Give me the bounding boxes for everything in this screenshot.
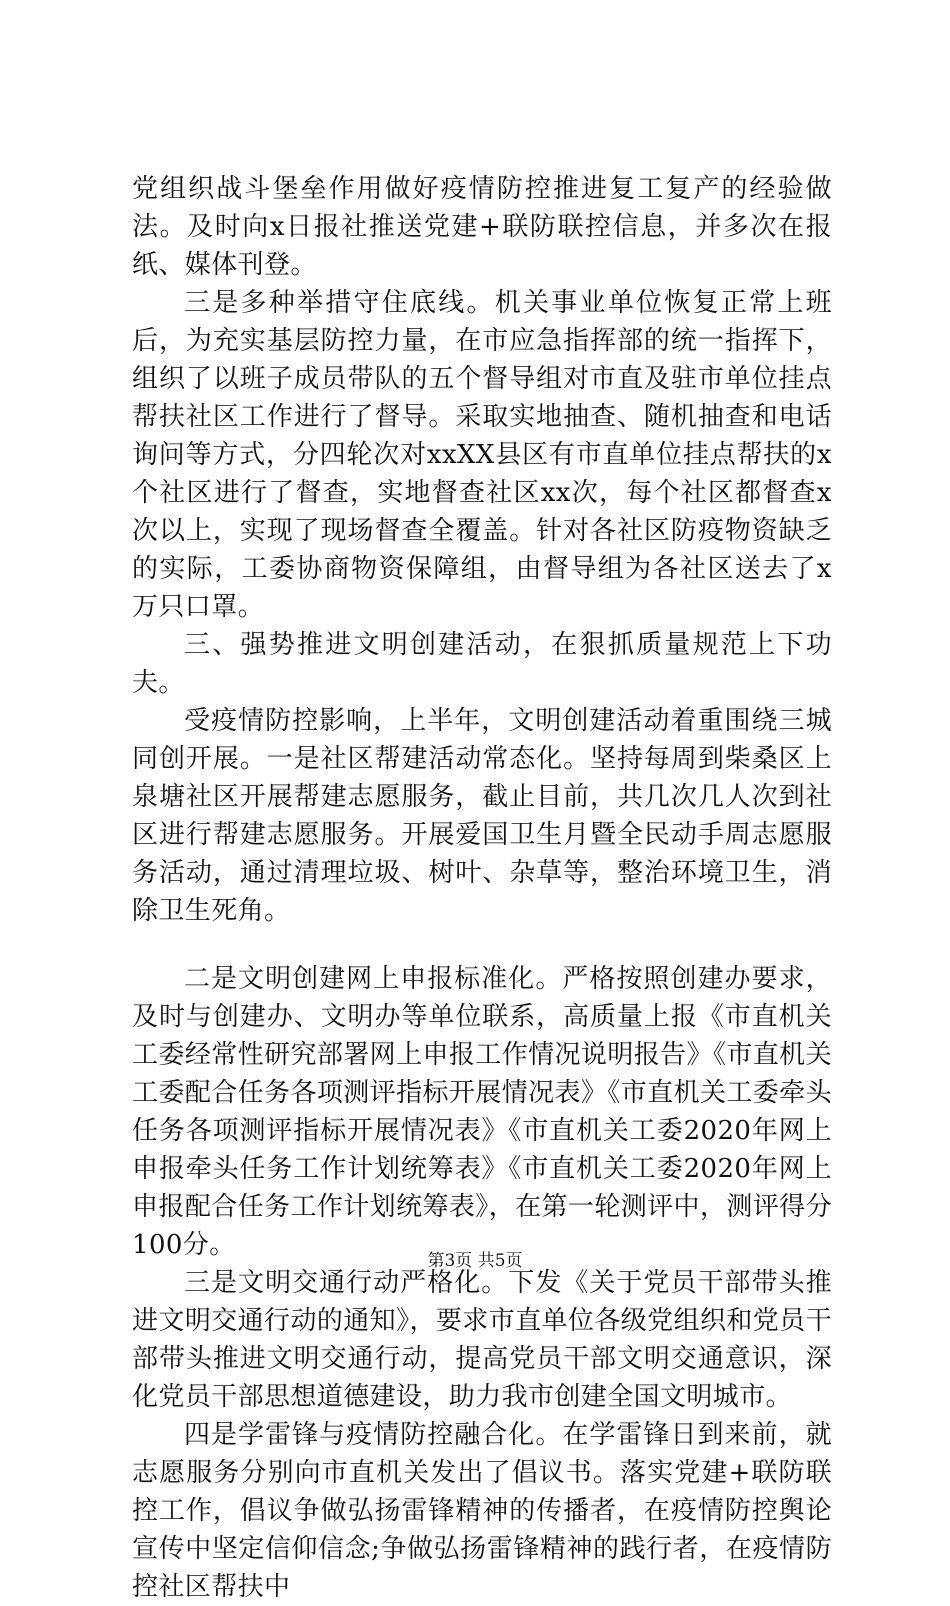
paragraph-community-assistance: 受疫情防控影响，上半年，文明创建活动着重围绕三城同创开展。一是社区帮建活动常态化。坚持每周到柴桑区上泉塘社区开展帮建志愿服务，截止目前，共几次几人次到社区进行帮建志愿服务。开展爱国卫生月暨全民动手周志愿服务活动，通过清理垃圾、树叶、杂草等，整治环境卫生，消除卫生死角。 <box>132 706 832 926</box>
document-body <box>132 170 832 1606</box>
page-number-footer: 第3页 共5页 <box>427 1251 523 1271</box>
paragraph-civilized-traffic: 三是文明交通行动严格化。下发《关于党员干部带头推进文明交通行动的通知》，要求市直单位各级党组织和党员干部带头推进文明交通行动，提高党员干部文明交通意识，深化党员干部思想道德建设，助力我市创建全国文明城市。 <box>132 1268 832 1412</box>
paragraph-bottom-line-measures: 三是多种举措守住底线。机关事业单位恢复正常上班后，为充实基层防控力量，在市应急指挥部的统一指挥下，组织了以班子成员带队的五个督导组对市直及驻市单位挂点帮扶社区工作进行了督导。采取实地抽查、随机抽查和电话询问等方式，分四轮次对xxXX县区有市直单位挂点帮扶的x个社区进行了督查，实地督查社区xx次，每个社区都督查x次以上，实现了现场督查全覆盖。针对各社区防疫物资缺乏的实际，工委协商物资保障组，由督导组为各社区送去了x万只口罩。 <box>132 288 832 622</box>
paragraph-spacer <box>132 930 832 960</box>
paragraph-online-declaration: 二是文明创建网上申报标准化。严格按照创建办要求，及时与创建办、文明办等单位联系，高质量上报《市直机关工委经常性研究部署网上申报工作情况说明报告》《市直机关工委配合任务各项测评指标开展情况表》《市直机关工委牵头任务各项测评指标开展情况表》《市直机关工委2020年网上申报牵头任务工作计划统筹表》《市直机关工委2020年网上申报配合任务工作计划统筹表》，在第一轮测评中，测评得分100分。 <box>132 964 832 1260</box>
paragraph-continuation: 党组织战斗堡垒作用做好疫情防控推进复工复产的经验做法。及时向x日报社推送党建+联防联控信息，并多次在报纸、媒体刊登。 <box>132 174 832 280</box>
paragraph-lei-feng-learning: 四是学雷锋与疫情防控融合化。在学雷锋日到来前，就志愿服务分别向市直机关发出了倡议书。落实党建+联防联控工作，倡议争做弘扬雷锋精神的传播者，在疫情防控舆论宣传中坚定信仰信念;争做弘扬雷锋精神的践行者，在疫情防控社区帮扶中 <box>132 1420 832 1602</box>
section-heading-civilization-building: 三、强势推进文明创建活动，在狠抓质量规范上下功夫。 <box>132 630 832 698</box>
